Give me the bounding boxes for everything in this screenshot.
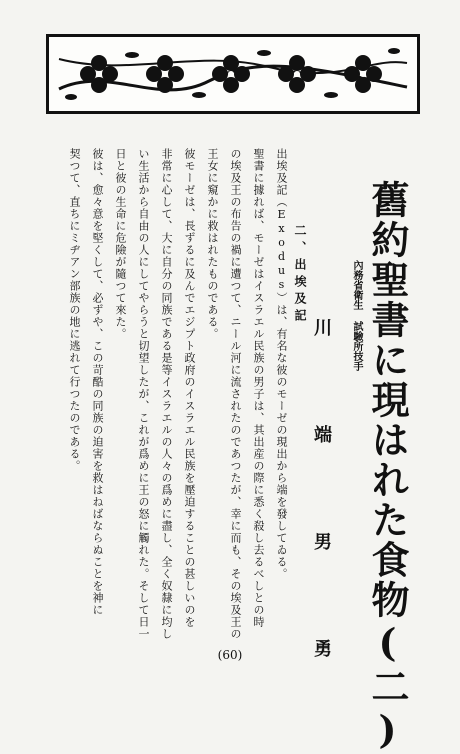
author-affiliation-line: 內務省衛生 [351,260,362,310]
page-number: (60) [217,648,243,662]
body-text-column: の埃及王の布告の禍に遭つて、ニール河に流されたのであつたが、幸に而も、その埃及王の [229,148,242,640]
author-affiliation-line: 試驗所技手 [351,321,362,371]
article-title-part: (二) [365,620,410,754]
body-text-column: い生活から自由の人にしてやらうと切望したが、これが爲めに王の怒に觸れた。そして日一 [137,148,150,640]
author-name: 川 端 男 勇 [311,318,332,691]
body-text-column: 聖書に據れば、モーゼはイスラエル民族の男子は、其出産の際に悉く殺し去るべしとの時 [252,148,265,628]
article-title-text: 舊約聖書に現はれた食物 [365,180,410,620]
body-text-column: 非常に心して、大に自分の同族である是等イスラエルの人々の爲めに盡し、全く奴隸に均し [160,148,173,640]
article-title [365,180,410,754]
author-affiliation [336,260,362,371]
body-text-column: 王女に窺かに救はれたものである。 [206,148,219,340]
section-heading: 二、出埃及記 [293,224,307,326]
decorative-floral-banner [46,34,420,114]
body-text-column: 日と彼の生命に危險が隨つて來た。 [114,148,127,340]
body-text-column: 彼は、愈々意を堅くして、必ずや、この苛酷の同族の迫害を救はねばならぬことを神に [91,148,104,616]
body-text-column: 彼モーゼは、長ずるに及んでエジプト政府のイスラエル民族を壓迫することの甚しいのを [183,148,196,628]
flower-border-icon [49,37,417,111]
body-text-column: 出埃及記（Exodus）は、有名な彼のモーゼの現出から端を發してゐる。 [275,148,288,580]
body-text-column: 契つて、直ちにミヂアン部族の地に逃れて行つたのである。 [68,148,81,472]
